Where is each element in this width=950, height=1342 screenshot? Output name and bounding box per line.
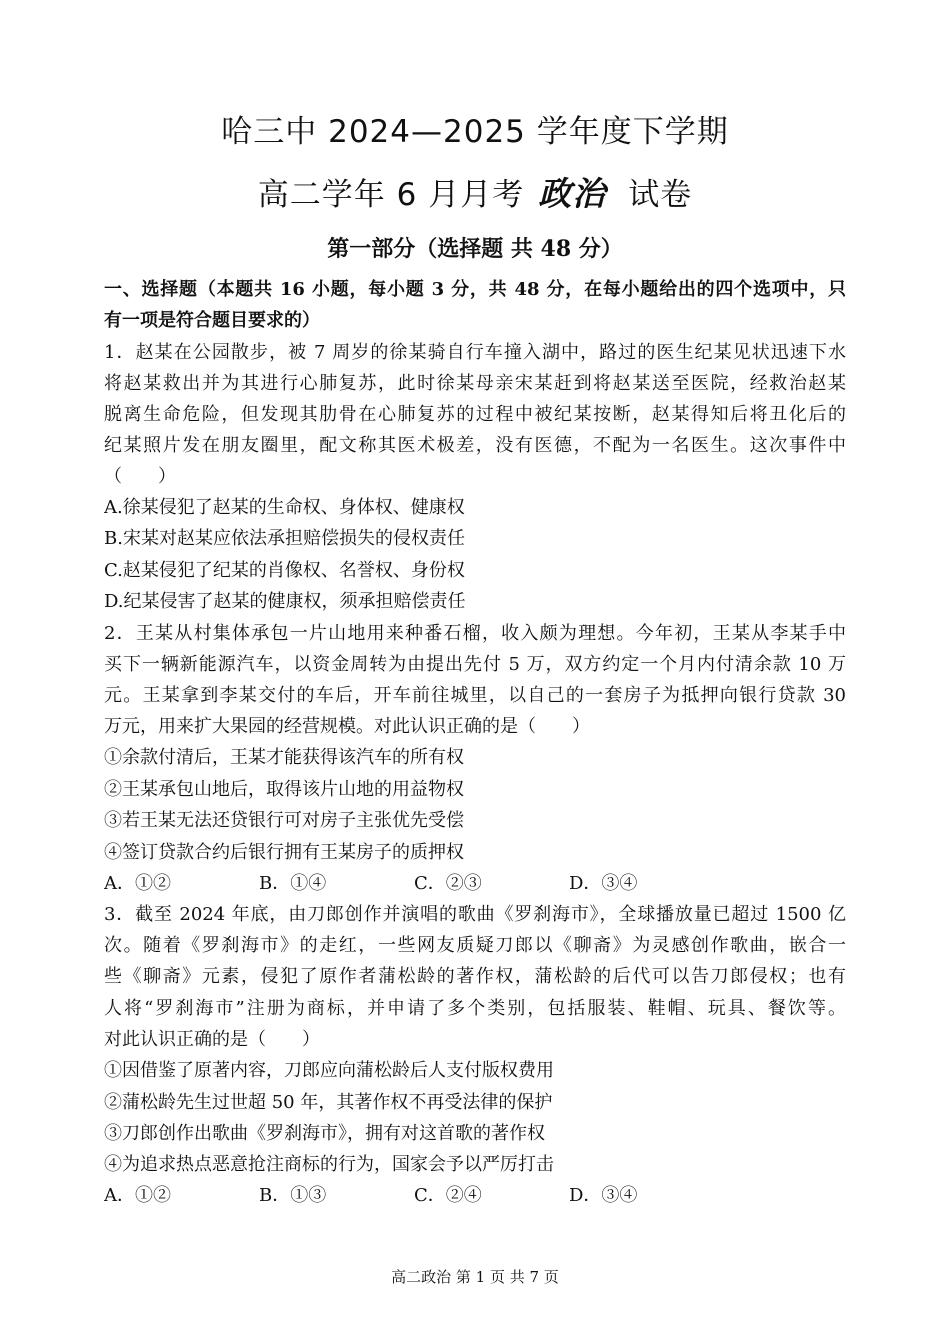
question-1-option: B.宋某对赵某应依法承担赔偿损失的侵权责任 xyxy=(104,528,465,549)
choice-d: D．③④ xyxy=(569,873,638,894)
section-instruction-line: 有一项是符合题目要求的） xyxy=(104,310,320,331)
question-2-stem-line: 元。王某拿到李某交付的车后，开车前往城里，以自己的一套房子为抵押向银行贷款 30 xyxy=(104,685,846,706)
question-1-option: A.徐某侵犯了赵某的生命权、身体权、健康权 xyxy=(104,497,465,518)
question-2-statement: ②王某承包山地后，取得该片山地的用益物权 xyxy=(104,779,464,800)
question-2-stem-line: 买下一辆新能源汽车，以资金周转为由提出先付 5 万，双方约定一个月内付清余款 10 万 xyxy=(104,654,846,675)
question-3-choices xyxy=(104,1184,846,1208)
choice-c: C．②④ xyxy=(414,1185,482,1206)
question-3-stem-line: 次。随着《罗刹海市》的走红，一些网友质疑刀郎以《聊斋》为灵感创作歌曲，嵌合一 xyxy=(104,935,846,956)
choice-a: A．①② xyxy=(104,873,171,894)
question-2-stem-line: 2．王某从村集体承包一片山地用来种番石榴，收入颇为理想。今年初，王某从李某手中 xyxy=(104,623,846,644)
question-3-stem-line: 人将“罗刹海市”注册为商标，并申请了多个类别，包括服装、鞋帽、玩具、餐饮等。 xyxy=(104,998,846,1019)
question-1-option: C.赵某侵犯了纪某的肖像权、名誉权、身份权 xyxy=(104,560,465,581)
part-title: 第一部分（选择题 共 48 分） xyxy=(327,236,623,262)
question-3-statement: ①因借鉴了原著内容，刀郎应向蒲松龄后人支付版权费用 xyxy=(104,1060,554,1081)
question-3-statement: ③刀郎创作出歌曲《罗刹海市》，拥有对这首歌的著作权 xyxy=(104,1123,545,1144)
choice-b: B．①④ xyxy=(259,873,327,894)
choice-d: D．③④ xyxy=(569,1185,638,1206)
question-2-statement: ④签订贷款合约后银行拥有王某房子的质押权 xyxy=(104,842,464,863)
question-3-statement: ②蒲松龄先生过世超 50 年，其著作权不再受法律的保护 xyxy=(104,1092,553,1113)
exam-title-line2 xyxy=(0,168,950,215)
choice-c: C．②③ xyxy=(414,873,482,894)
title-prefix: 高二学年 6 月月考 xyxy=(257,177,525,213)
subject-name: 政治 xyxy=(538,174,607,213)
section-instruction-line: 一、选择题（本题共 16 小题，每小题 3 分，共 48 分，在每小题给出的四个选项中，只 xyxy=(104,279,846,300)
question-3-stem-line: 3．截至 2024 年底，由刀郎创作并演唱的歌曲《罗刹海市》，全球播放量已超过 1500 亿 xyxy=(104,904,846,925)
question-3-stem-line: 些《聊斋》元素，侵犯了原作者蒲松龄的著作权，蒲松龄的后代可以告刀郎侵权；也有 xyxy=(104,966,846,987)
question-1-option: D.纪某侵害了赵某的健康权，须承担赔偿责任 xyxy=(104,591,466,612)
page-footer: 高二政治 第 1 页 共 7 页 xyxy=(391,1268,559,1286)
question-1-stem-line: 将赵某救出并为其进行心肺复苏，此时徐某母亲宋某赶到将赵某送至医院，经救治赵某 xyxy=(104,373,846,394)
exam-title-line1: 哈三中 2024—2025 学年度下学期 xyxy=(221,114,729,150)
question-2-stem-line: 万元，用来扩大果园的经营规模。对此认识正确的是（ ） xyxy=(104,716,590,737)
question-2-statement: ①余款付清后，王某才能获得该汽车的所有权 xyxy=(104,747,464,768)
question-2-statement: ③若王某无法还贷银行可对房子主张优先受偿 xyxy=(104,810,464,831)
choice-b: B．①③ xyxy=(259,1185,327,1206)
question-3-stem-line: 对此认识正确的是（ ） xyxy=(104,1029,320,1050)
question-1-stem-line: 1．赵某在公园散步，被 7 周岁的徐某骑自行车撞入湖中，路过的医生纪某见状迅速下水 xyxy=(104,342,846,363)
title-suffix: 试卷 xyxy=(628,177,693,213)
question-1-stem-line: 脱离生命危险，但发现其肋骨在心肺复苏的过程中被纪某按断，赵某得知后将丑化后的 xyxy=(104,404,846,425)
choice-a: A．①② xyxy=(104,1185,171,1206)
question-1-stem-line: 纪某照片发在朋友圈里，配文称其医术极差，没有医德，不配为一名医生。这次事件中 xyxy=(104,435,846,456)
question-3-statement: ④为追求热点恶意抢注商标的行为，国家会予以严厉打击 xyxy=(104,1154,554,1175)
question-1-stem-line: （ ） xyxy=(104,466,176,487)
question-2-choices xyxy=(104,872,846,896)
